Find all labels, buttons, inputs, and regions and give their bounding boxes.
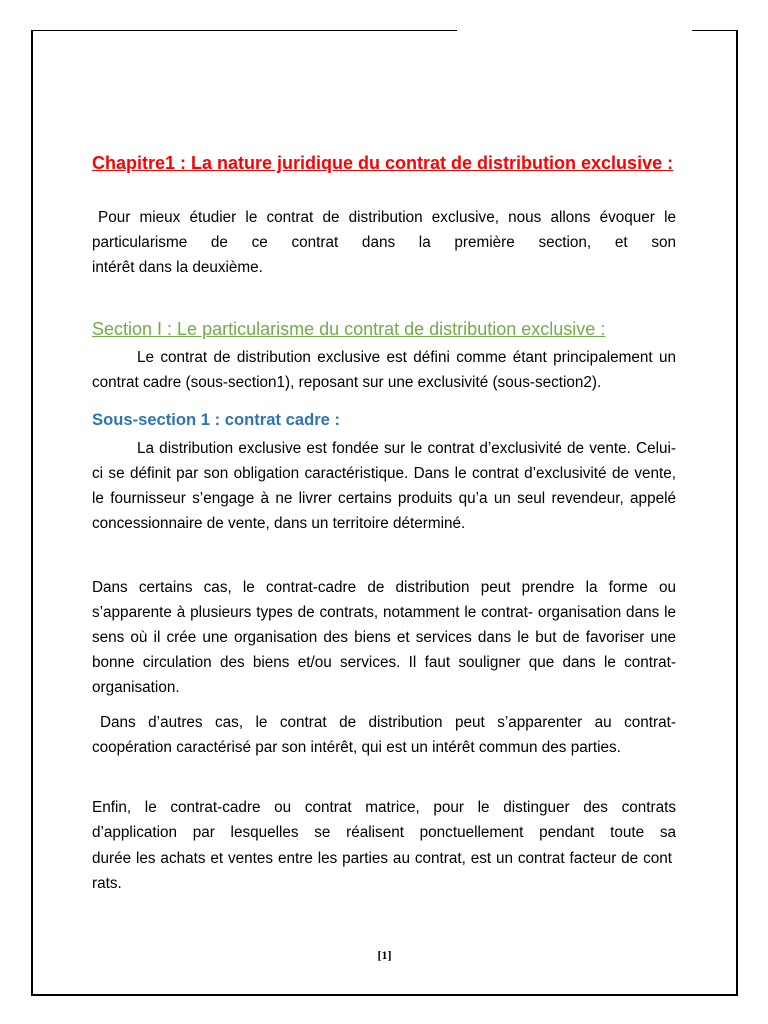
paragraph-line: bonne circulation des biens et/ou services. Il faut souligner que dans le contrat- — [92, 654, 676, 671]
paragraph-line: d’application par lesquelles se réalisent ponctuellement pendant toute sa — [92, 824, 676, 842]
body-paragraph — [92, 436, 676, 536]
paragraph-line: sens où il crée une organisation des biens et services dans le but de favoriser une — [92, 629, 676, 646]
body-paragraph — [92, 795, 676, 896]
paragraph-line: contrat cadre (sous-section1), reposant sur une exclusivité (sous-section2). — [92, 374, 602, 391]
paragraph-line: le fournisseur s’engage à ne livrer certains produits qu’a un seul revendeur, appelé — [92, 490, 676, 507]
page-border-right — [736, 30, 738, 996]
page-border-left — [31, 30, 33, 996]
subsection-heading: Sous-section 1 : contrat cadre : — [92, 410, 341, 429]
paragraph-line: Pour mieux étudier le contrat de distribution exclusive, nous allons évoquer le — [98, 209, 676, 226]
page-border-top-right-segment — [692, 30, 738, 31]
body-paragraph — [92, 575, 676, 700]
page-border-bottom — [31, 994, 738, 996]
paragraph-line: particularisme de ce contrat dans la première section, et son — [92, 234, 676, 251]
intro-paragraph — [92, 205, 676, 280]
paragraph-line: Dans d’autres cas, le contrat de distribution peut s’apparenter au contrat- — [100, 714, 676, 731]
paragraph-line: coopération caractérisé par son intérêt, qui est un intérêt commun des parties. — [92, 739, 621, 756]
page-number: [1] — [377, 948, 392, 962]
paragraph-line: concessionnaire de vente, dans un territoire déterminé. — [92, 515, 466, 532]
chapter-title: Chapitre1 : La nature juridique du contrat de distribution exclusive : — [92, 153, 674, 173]
paragraph-line: Le contrat de distribution exclusive est défini comme étant principalement un — [137, 349, 676, 366]
paragraph-line: intérêt dans la deuxième. — [92, 259, 263, 276]
page-border-top-left-segment — [32, 30, 457, 31]
paragraph-line: rats. — [92, 874, 122, 892]
paragraph-line: La distribution exclusive est fondée sur le contrat d’exclusivité de vente. Celui- — [137, 440, 676, 457]
paragraph-line: Enfin, le contrat-cadre ou contrat matrice, pour le distinguer des contrats — [92, 799, 676, 816]
body-paragraph — [92, 710, 676, 760]
paragraph-line: durée les achats et ventes entre les parties au contrat, est un contrat facteur de cont — [92, 849, 672, 867]
paragraph-line: organisation. — [92, 679, 180, 696]
paragraph-line: ci se définit par son obligation caractéristique. Dans le contrat d’exclusivité de vente, — [92, 465, 676, 482]
paragraph-line: s’apparente à plusieurs types de contrats, notamment le contrat- organisation dans le — [92, 604, 676, 621]
section-heading: Section I : Le particularisme du contrat de distribution exclusive : — [92, 319, 606, 339]
paragraph-line: Dans certains cas, le contrat-cadre de distribution peut prendre la forme ou — [92, 579, 676, 596]
section-intro-paragraph — [92, 345, 676, 395]
